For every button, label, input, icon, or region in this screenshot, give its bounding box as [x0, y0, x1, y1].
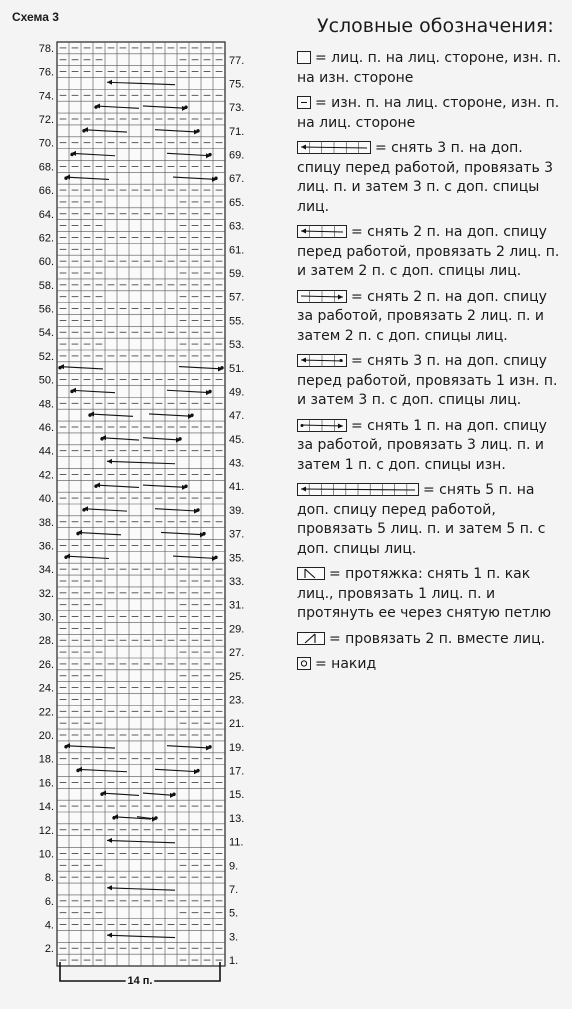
row-number: 47. [229, 410, 245, 423]
cable-3-front-purl-icon [297, 354, 347, 367]
yarn-over-dot [202, 532, 205, 535]
yarn-over-dot [58, 366, 61, 369]
row-number: 8. [44, 872, 54, 885]
row-number: 74. [38, 90, 54, 103]
row-number: 15. [229, 789, 245, 802]
row-number: 48. [38, 398, 54, 411]
yarn-over-dot [208, 153, 211, 156]
cable-2-front-icon [297, 225, 347, 238]
cable-2-back-icon [297, 290, 347, 303]
row-number: 26. [38, 658, 54, 671]
cable-3-front-icon [297, 141, 371, 154]
yarn-over-dot [64, 745, 67, 748]
row-number: 5. [229, 907, 239, 920]
row-number: 50. [38, 374, 54, 387]
row-number: 30. [38, 611, 54, 624]
legend-item-text: = снять 2 п. на доп. спицу перед работой, провязать 2 лиц. п. и затем 2 п. с доп. спицы лиц. [297, 224, 560, 279]
row-number: 21. [229, 718, 245, 731]
chart-grid [57, 42, 225, 966]
row-number: 65. [229, 196, 245, 209]
yarn-over-dot [208, 745, 211, 748]
row-number: 36. [38, 540, 54, 553]
row-number: 1. [229, 955, 239, 968]
row-number: 43. [229, 457, 245, 470]
yarn-over-dot [172, 793, 175, 796]
legend-item [297, 94, 567, 133]
row-number: 32. [38, 587, 54, 600]
yarn-over-dot [64, 556, 67, 559]
yarn-over-dot [94, 105, 97, 108]
yarn-over-dot [208, 390, 211, 393]
row-number: 7. [229, 884, 239, 896]
yarn-over-dot [178, 437, 181, 440]
row-number: 28. [38, 635, 54, 648]
legend-item-text: = снять 3 п. на доп. спицу перед работой, провязать 3 лиц. п. и затем 3 п. с доп. спицы лиц. [297, 140, 554, 215]
row-number: 46. [38, 422, 54, 434]
legend-item [297, 139, 567, 217]
row-number: 61. [229, 244, 245, 257]
row-number: 33. [229, 576, 245, 588]
row-number: 44. [38, 445, 54, 458]
row-number: 18. [38, 753, 54, 766]
yarn-over-dot [100, 793, 103, 796]
row-number: 4. [44, 919, 54, 932]
row-number: 29. [229, 623, 245, 636]
chart-title: Схема 3 [12, 10, 59, 24]
row-number: 66. [38, 185, 54, 198]
row-number: 70. [38, 137, 54, 150]
row-number: 22. [38, 706, 54, 719]
legend-item-text: = протяжка: снять 1 п. как лиц., провязать 1 лиц. п. и протянуть ее через снятую петлю [297, 566, 552, 621]
row-number: 25. [229, 670, 245, 683]
yarn-over-dot [196, 769, 199, 772]
row-number: 67. [229, 173, 245, 186]
legend-item [297, 352, 567, 411]
row-number: 45. [229, 433, 245, 446]
row-number: 71. [229, 125, 245, 138]
row-number: 57. [229, 291, 245, 304]
row-number: 40. [38, 493, 54, 506]
purl-square-icon [297, 96, 311, 109]
yarn-over-dot [196, 508, 199, 511]
row-number: 24. [38, 682, 54, 695]
row-number: 12. [38, 824, 54, 837]
legend [297, 15, 567, 681]
legend-item [297, 565, 567, 624]
row-number: 49. [229, 386, 245, 399]
row-number: 13. [229, 812, 245, 825]
legend-item [297, 288, 567, 347]
row-number: 19. [229, 741, 245, 754]
row-number: 63. [229, 220, 245, 233]
k2tog-icon [297, 632, 325, 645]
yarn-over-dot [190, 413, 193, 416]
yarn-over-dot [100, 437, 103, 440]
row-number: 39. [229, 504, 245, 517]
row-number: 31. [229, 599, 245, 612]
legend-item-text: = изн. п. на лиц. стороне, изн. п. на лиц. стороне [297, 95, 560, 131]
row-number: 75. [229, 78, 245, 91]
row-number: 58. [38, 279, 54, 292]
row-number: 51. [229, 362, 245, 375]
row-number: 56. [38, 303, 54, 316]
legend-item [297, 630, 567, 650]
row-number: 20. [38, 730, 54, 742]
row-number: 2. [44, 943, 54, 956]
legend-item [297, 49, 567, 88]
row-number: 9. [229, 860, 239, 873]
legend-item [297, 223, 567, 282]
row-number: 69. [229, 149, 245, 162]
row-number: 3. [229, 931, 239, 944]
cable-1-back-purl-icon [297, 419, 347, 432]
yarn-over-dot [94, 485, 97, 488]
legend-item-text: = накид [315, 656, 377, 672]
row-number: 34. [38, 564, 54, 577]
row-number: 23. [229, 694, 245, 707]
yarn-over-dot [184, 105, 187, 108]
legend-item-text: = снять 5 п. на доп. спицу перед работой, провязать 5 лиц. п. и затем 5 п. с доп. спицы лиц. [297, 482, 546, 557]
row-number: 41. [229, 481, 245, 494]
yarn-over-dot [112, 816, 115, 819]
row-number: 72. [38, 114, 54, 126]
yarn-over-dot [76, 532, 79, 535]
row-number: 77. [229, 54, 245, 67]
row-number: 54. [38, 327, 54, 340]
legend-item-text: = провязать 2 п. вместе лиц. [329, 630, 546, 647]
row-number: 76. [38, 66, 54, 79]
knit-square-icon [297, 51, 311, 64]
legend-item-text: = снять 3 п. на доп. спицу перед работой, провязать 1 изн. п. и затем 3 п. с доп. спицы лиц. [297, 353, 558, 408]
row-number: 16. [38, 777, 54, 790]
yarn-over-dot [214, 177, 217, 180]
row-number: 42. [38, 469, 54, 482]
row-number: 11. [229, 836, 244, 849]
legend-title: Условные обозначения: [317, 15, 554, 37]
row-number: 35. [229, 552, 245, 565]
row-number: 27. [229, 647, 245, 660]
row-number: 17. [229, 765, 245, 778]
row-number: 78. [38, 42, 54, 55]
yarn-over-dot [76, 769, 79, 772]
row-number: 37. [229, 528, 245, 541]
yarn-over-dot [82, 129, 85, 132]
row-number: 59. [229, 268, 245, 280]
row-number: 62. [38, 232, 54, 245]
row-number: 68. [38, 161, 54, 174]
row-number: 10. [38, 848, 54, 861]
cable-5-front-icon [297, 483, 419, 496]
yarn-over-dot [70, 153, 73, 156]
legend-item-text: = снять 1 п. на доп. спицу за работой, провязать 3 лиц. п. и затем 1 п. с доп. спицы изн. [297, 417, 547, 473]
legend-item [297, 655, 567, 675]
yarn-over-dot [220, 366, 223, 369]
row-number: 14. [38, 801, 54, 814]
yarn-over-dot [82, 508, 85, 511]
yarn-over-dot [70, 390, 73, 393]
row-number: 53. [229, 339, 245, 352]
row-number: 6. [44, 895, 54, 908]
row-number: 64. [38, 208, 54, 221]
yarn-over-dot [184, 485, 187, 488]
yarn-over-dot [88, 413, 91, 416]
ssk-icon [297, 567, 325, 580]
yarn-over-dot [64, 177, 67, 180]
yarn-over-dot [196, 129, 199, 132]
yarn-over-dot [214, 556, 217, 559]
row-number: 52. [38, 350, 54, 363]
yarn-over-icon [297, 657, 311, 670]
legend-item [297, 481, 567, 559]
row-number: 73. [229, 102, 245, 115]
row-number: 55. [229, 315, 245, 328]
row-number: 60. [38, 256, 54, 269]
legend-item-text: = лиц. п. на лиц. стороне, изн. п. на изн. стороне [297, 50, 562, 86]
legend-item-text: = снять 2 п. на доп. спицу за работой, провязать 2 лиц. п. и затем 2 п. с доп. спицы лиц. [297, 288, 547, 344]
legend-item [297, 417, 567, 476]
legend-items [297, 49, 567, 675]
yarn-over-dot [154, 816, 157, 819]
width-label: 14 п. [127, 975, 153, 987]
row-number: 38. [38, 516, 54, 529]
